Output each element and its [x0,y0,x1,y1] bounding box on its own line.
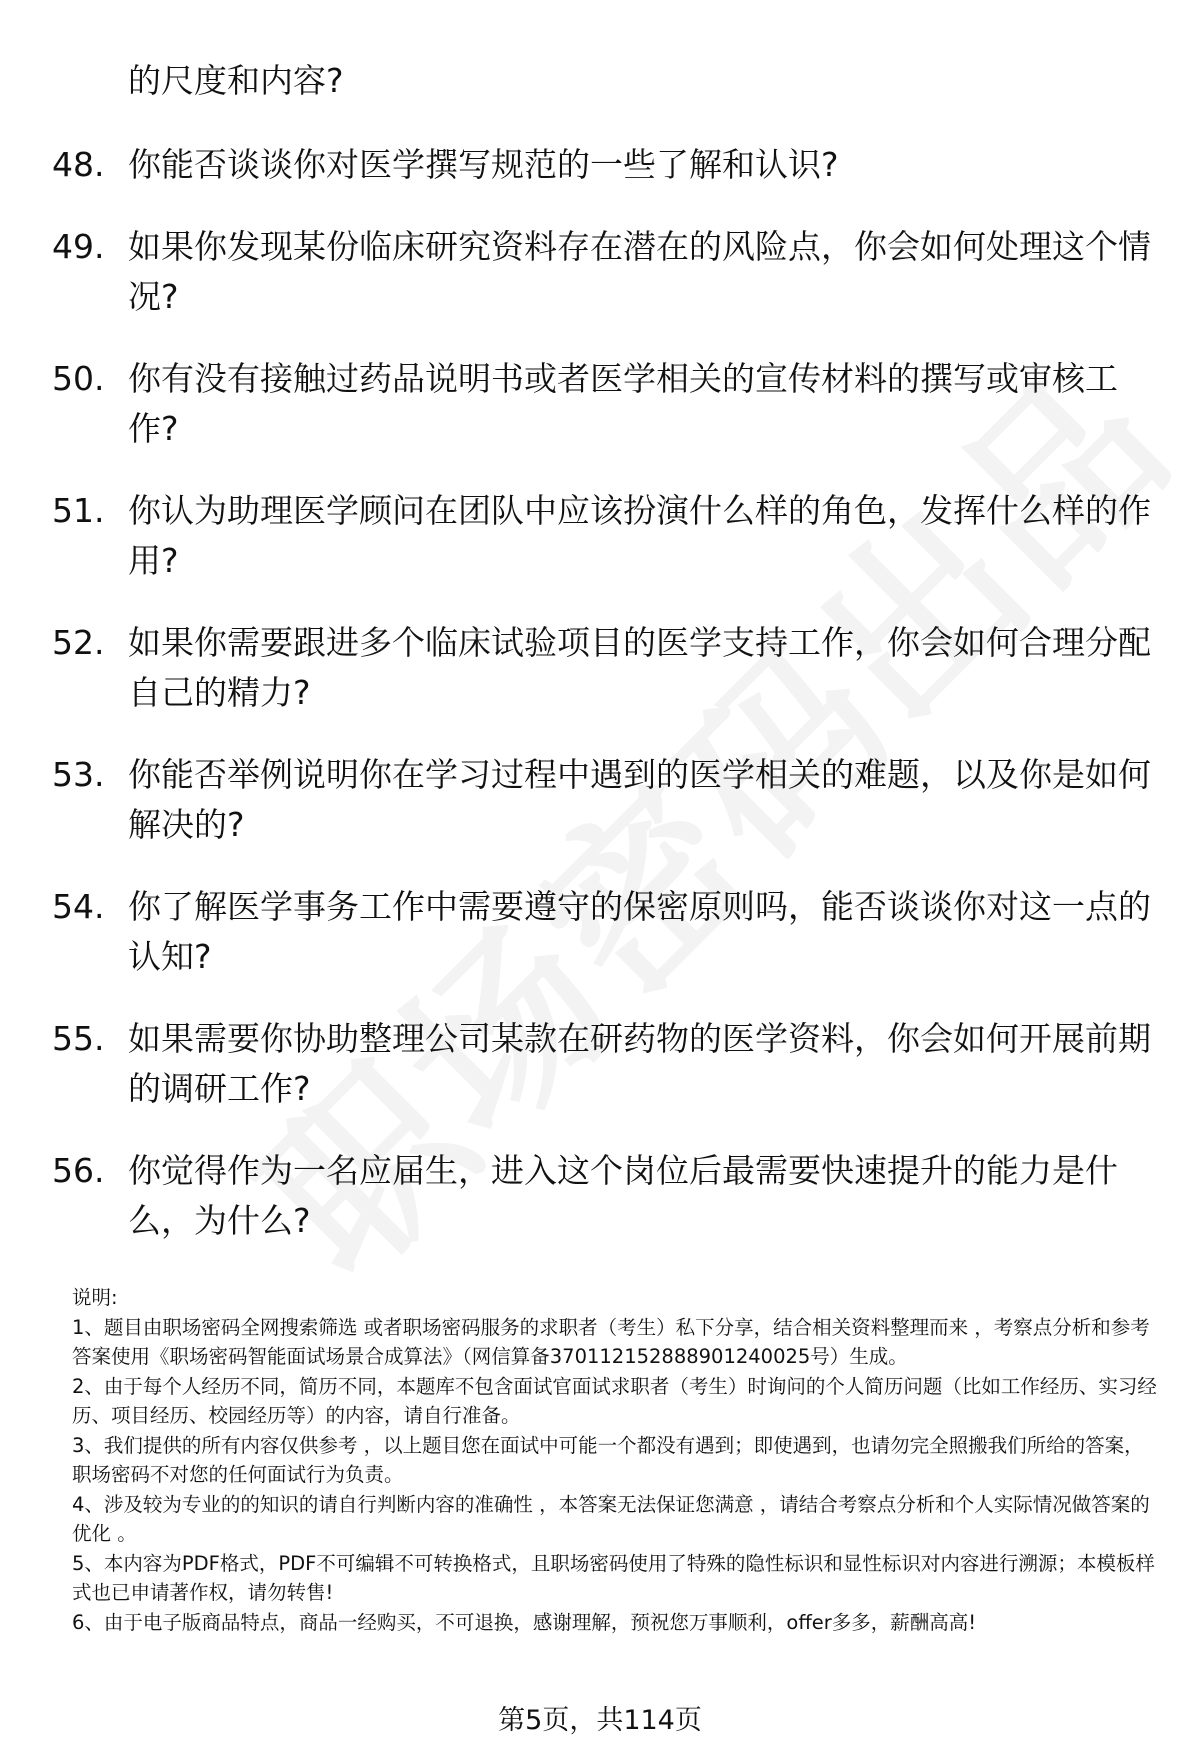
question-text: 你能否举例说明你在学习过程中遇到的医学相关的难题，以及你是如何解决的? [128,755,1151,844]
page-number: 第5页，共114页 [498,1705,702,1736]
question-continuation: 的尺度和内容? [128,61,344,100]
question-number: 52. [52,623,105,662]
question-number: 50. [52,359,105,398]
question-item [52,882,1152,982]
question-item [52,618,1152,718]
note-item: 4、涉及较为专业的的知识的请自行判断内容的准确性 ，本答案无法保证您满意 ，请结合考察点分析和个人实际情况做答案的优化 。 [72,1492,1150,1545]
note-item: 5、本内容为PDF格式，PDF不可编辑不可转换格式，且职场密码使用了特殊的隐性标识和显性标识对内容进行溯源；本模板样式也已申请著作权，请勿转售! [72,1551,1155,1604]
note-item: 1、题目由职场密码全网搜索筛选 或者职场密码服务的求职者（考生）私下分享，结合相关资料整理而来 ，考察点分析和参考答案使用《职场密码智能面试场景合成算法》（网信算备370112152888901240025号）生成。 [72,1315,1150,1368]
question-number: 56. [52,1151,105,1190]
question-number: 49. [52,227,105,266]
question-item [52,222,1152,322]
notes-section [72,1283,1158,1637]
question-item [52,1146,1152,1246]
question-number: 51. [52,491,105,530]
note-item: 3、我们提供的所有内容仅供参考 ，以上题目您在面试中可能一个都没有遇到；即使遇到，也请勿完全照搬我们所给的答案，职场密码不对您的任何面试行为负责。 [72,1433,1144,1486]
question-text: 你有没有接触过药品说明书或者医学相关的宣传材料的撰写或审核工作? [128,359,1118,448]
question-number: 55. [52,1019,105,1058]
question-list [52,140,1152,1278]
question-text: 如果你需要跟进多个临床试验项目的医学支持工作，你会如何合理分配自己的精力? [128,623,1151,712]
question-item [52,486,1152,586]
note-item: 2、由于每个人经历不同，简历不同，本题库不包含面试官面试求职者（考生）时询问的个人简历问题（比如工作经历、实习经历、项目经历、校园经历等）的内容，请自行准备。 [72,1374,1157,1427]
question-item [52,354,1152,454]
question-item [52,140,1152,190]
question-text: 你能否谈谈你对医学撰写规范的一些了解和认识? [128,145,839,184]
question-text: 如果你发现某份临床研究资料存在潜在的风险点，你会如何处理这个情况? [128,227,1151,316]
question-number: 53. [52,755,105,794]
question-text: 你了解医学事务工作中需要遵守的保密原则吗，能否谈谈你对这一点的认知? [128,887,1151,976]
question-text: 你认为助理医学顾问在团队中应该扮演什么样的角色，发挥什么样的作用? [128,491,1151,580]
notes-title: 说明: [72,1286,118,1309]
question-number: 54. [52,887,105,926]
question-item [52,1014,1152,1114]
question-text: 如果需要你协助整理公司某款在研药物的医学资料，你会如何开展前期的调研工作? [128,1019,1151,1108]
question-text: 你觉得作为一名应届生，进入这个岗位后最需要快速提升的能力是什么，为什么? [128,1151,1118,1240]
note-item: 6、由于电子版商品特点，商品一经购买，不可退换，感谢理解，预祝您万事顺利，offer多多，薪酬高高! [72,1610,977,1634]
question-number: 48. [52,145,105,184]
question-item [52,750,1152,850]
